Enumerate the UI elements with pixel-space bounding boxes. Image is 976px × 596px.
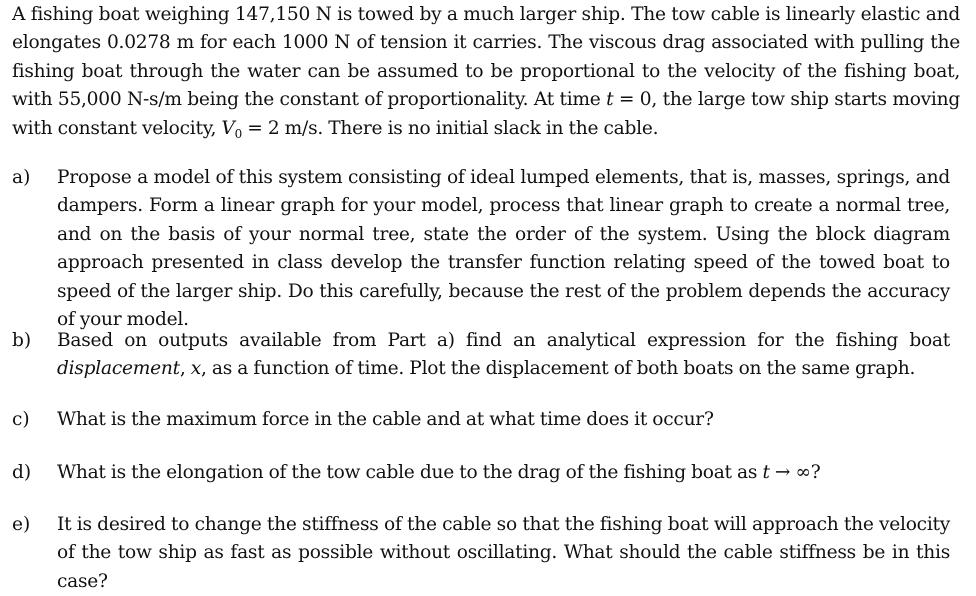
part-b-label: b) (12, 330, 32, 351)
velocity-variable: V (221, 117, 235, 139)
part-b-text-3: , as a function of time. Plot the displacement of both boats on the same graph. (201, 358, 916, 380)
time-variable-d: t (762, 462, 770, 483)
part-a-text: Propose a model of this system consisting of ideal lumped elements, that is, masses, springs, and dampers. Form a linear graph for your model, process that linear graph to create a normal tree, and on the basis of your normal tree, state the order of the system. Using the block diagram approach presented in class develop the transfer function relating speed of the towed boat to speed of the larger ship. Do this carefully, because the rest of the problem depends the accuracy of your model. (57, 167, 950, 331)
part-c-text: What is the maximum force in the cable and at what time does it occur? (57, 409, 714, 430)
part-e-label: e) (12, 514, 31, 535)
intro-text-2: = 0, the large tow ship starts moving with constant velocity, (12, 89, 960, 139)
x-variable: x (190, 358, 201, 380)
displacement-emphasis: displacement (57, 358, 180, 380)
part-b-text-1: Based on outputs available from Part a) find an analytical expression for the fishing boat (57, 330, 950, 351)
part-b-text-2: , (179, 358, 191, 380)
velocity-subscript: 0 (234, 126, 242, 141)
part-c-label: c) (12, 409, 30, 430)
part-d-text-1: What is the elongation of the tow cable due to the drag of the fishing boat as (57, 462, 763, 483)
part-d-text (57, 459, 950, 487)
time-variable: t (606, 89, 614, 111)
part-b-text (57, 327, 950, 384)
intro-text-3: = 2 m/s. There is no initial slack in the cable. (241, 117, 659, 139)
part-d-label: d) (12, 462, 32, 483)
intro-text-1: A fishing boat weighing 147,150 N is towed by a much larger ship. The tow cable is linearly elastic and elongates 0.0278 m for each 1000 N of tension it carries. The viscous drag associated with pulling the fishing boat through the water can be assumed to be proportional to the velocity of the fishing boat, with 55,000 N-s/m being the constant of proportionality. At time (12, 4, 960, 111)
part-e-text: It is desired to change the stiffness of the cable so that the fishing boat will approach the velocity of the tow ship as fast as possible without oscillating. What should the cable stiffness be in this case? (57, 514, 950, 592)
part-a-label: a) (12, 167, 31, 188)
part-d-text-2: → ∞? (769, 462, 821, 483)
problem-statement (12, 1, 960, 143)
